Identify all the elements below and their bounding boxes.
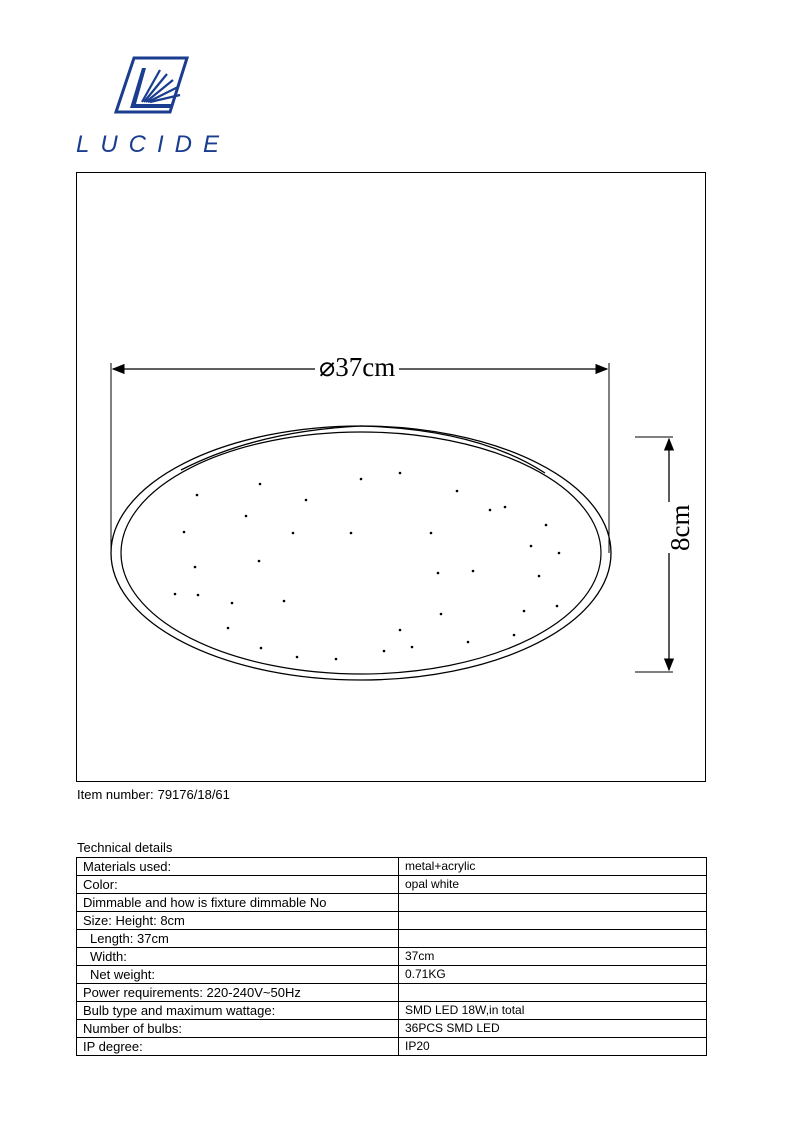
led-dot [360,478,363,481]
height-dimension-label: 8cm [665,504,695,551]
led-dot [292,532,295,535]
spec-label: Dimmable and how is fixture dimmable No [77,894,399,912]
table-row [77,930,707,948]
spec-label: IP degree: [77,1038,399,1056]
led-dot [399,472,402,475]
spec-value: 36PCS SMD LED [399,1020,707,1038]
led-dot [411,646,414,649]
spec-value: 37cm [399,948,707,966]
led-dot [440,613,443,616]
led-dot [523,610,526,613]
led-dot [283,600,286,603]
led-dot [430,532,433,535]
led-dot [437,572,440,575]
spec-label: Size: Height: 8cm [77,912,399,930]
spec-value [399,984,707,1002]
led-dot [545,524,548,527]
led-dot [194,566,197,569]
brand-wordmark: LUCIDE [76,131,231,158]
led-dot [456,490,459,493]
spec-value: 0.71KG [399,966,707,984]
lucide-logo [72,50,232,160]
table-row [77,912,707,930]
width-dimension-label: ⌀37cm [315,354,399,381]
spec-value: SMD LED 18W,in total [399,1002,707,1020]
table-row [77,966,707,984]
led-dot [530,545,533,548]
spec-label: Materials used: [77,858,399,876]
led-dot [196,494,199,497]
led-dot [259,483,262,486]
spec-value: metal+acrylic [399,858,707,876]
led-dot [467,641,470,644]
item-number-value: 79176/18/61 [157,787,230,802]
table-row [77,858,707,876]
led-dot [399,629,402,632]
led-dot [197,594,200,597]
table-row [77,1002,707,1020]
led-dot [227,627,230,630]
led-dot [513,634,516,637]
technical-drawing [76,172,706,782]
spec-label: Color: [77,876,399,894]
table-row [77,1020,707,1038]
spec-label: Net weight: [77,966,399,984]
led-dot [183,531,186,534]
led-dot [296,656,299,659]
spec-label: Bulb type and maximum wattage: [77,1002,399,1020]
table-row [77,1038,707,1056]
led-dot [174,593,177,596]
led-dot [350,532,353,535]
led-dot [258,560,261,563]
led-dot [231,602,234,605]
spec-label: Power requirements: 220-240V~50Hz [77,984,399,1002]
brand-mark [72,50,232,160]
item-number-label: Item number: [77,787,154,802]
technical-details-title: Technical details [77,840,173,855]
spec-value [399,894,707,912]
led-dot [558,552,561,555]
led-dot [245,515,248,518]
led-dot [383,650,386,653]
item-number-line [77,787,234,802]
spec-value: opal white [399,876,707,894]
table-row [77,876,707,894]
led-dot [556,605,559,608]
spec-label: Number of bulbs: [77,1020,399,1038]
spec-label: Length: 37cm [77,930,399,948]
led-dot [335,658,338,661]
led-dot [260,647,263,650]
spec-value: IP20 [399,1038,707,1056]
led-dot [538,575,541,578]
led-dot [472,570,475,573]
table-row [77,984,707,1002]
table-row [77,894,707,912]
table-row [77,948,707,966]
technical-details-table [76,857,707,1056]
led-dot [489,509,492,512]
spec-label: Width: [77,948,399,966]
led-dot [305,499,308,502]
led-dot [504,506,507,509]
spec-value [399,912,707,930]
spec-value [399,930,707,948]
lamp-drawing [77,173,707,783]
